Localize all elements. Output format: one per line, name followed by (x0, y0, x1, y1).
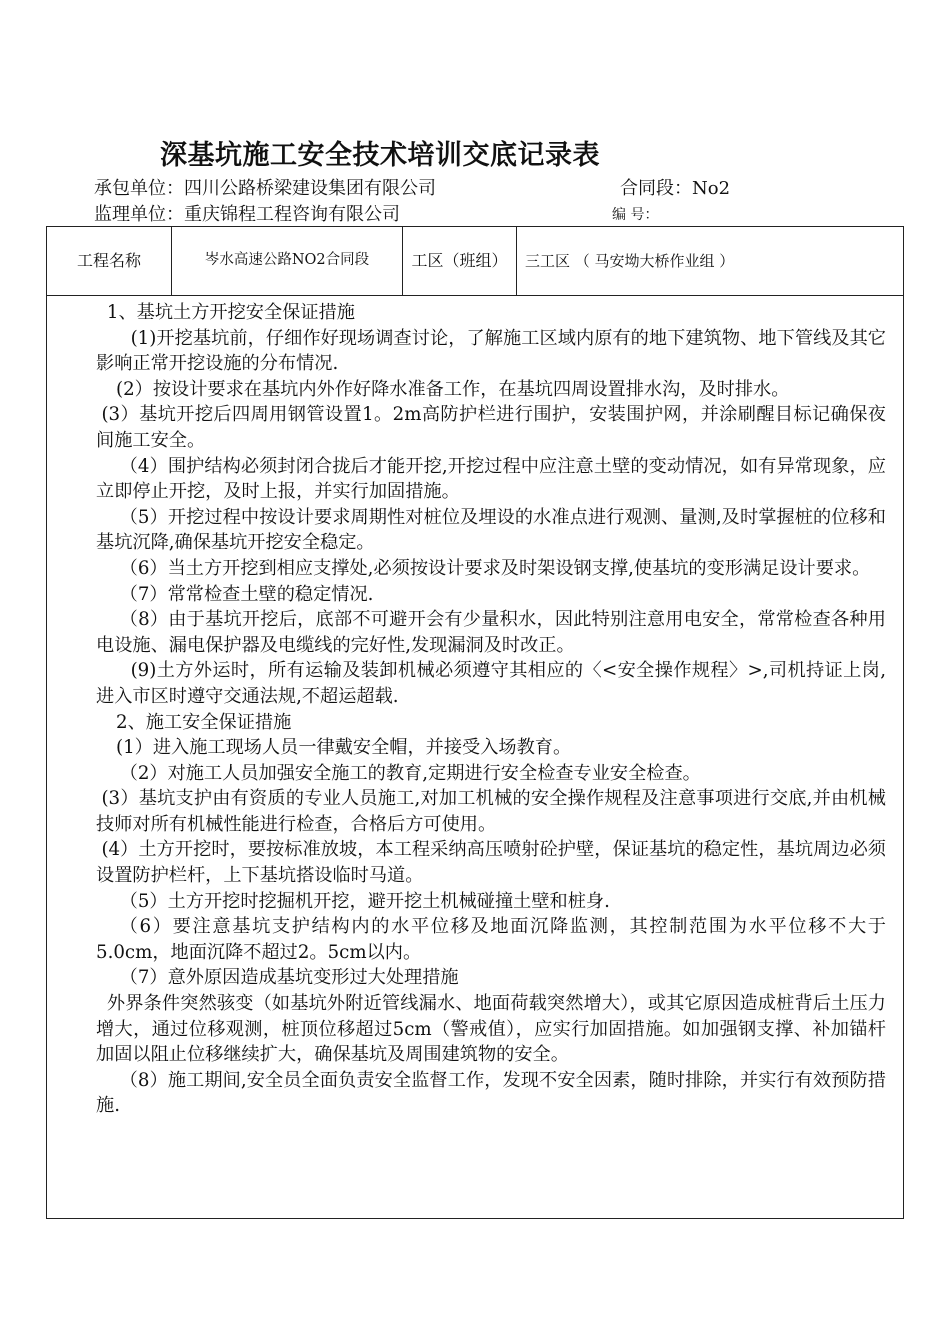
content-paragraph: （5）土方开挖时挖掘机开挖，避开挖土机械碰撞土壁和桩身. (119, 890, 610, 912)
content-paragraph: 外界条件突然骇变（如基坑外附近管线漏水、地面荷载突然增大），或其它原因造成桩背后土压力增大，通过位移观测，桩顶位移超过5cm（警戒值），应实行加固措施。如加强钢支撑、补加锚杆加固以阻止位移继续扩大，确保基坑及周围建筑物的安全。 (96, 993, 886, 1066)
content-paragraph: （4）围护结构必须封闭合拢后才能开挖,开挖过程中应注意土壁的变动情况，如有异常现象，应立即停止开挖，及时上报，并实行加固措施。 (96, 455, 886, 503)
content-paragraph: （6）要注意基坑支护结构内的水平位移及地面沉降监测，其控制范围为水平位移不大于5.0cm，地面沉降不超过2。5cm以内。 (96, 916, 886, 963)
content-paragraph: （8）由于基坑开挖后，底部不可避开会有少量积水，因此特别注意用电安全，常常检查各种用电设施、漏电保护器及电缆线的完好性,发现漏洞及时改正。 (96, 609, 886, 656)
supervisor-label: 监理单位：重庆锦程工程咨询有限公司 (94, 204, 400, 225)
contractor-label: 承包单位：四川公路桥梁建设集团有限公司 (94, 178, 436, 199)
content-paragraph: (9)土方外运时，所有运输及装卸机械必须遵守其相应的〈<安全操作规程〉>,司机持证上岗,进入市区时遵守交通法规,不超运超载. (96, 660, 886, 707)
content-paragraph: （7）常常检查土壁的稳定情况. (119, 583, 374, 605)
content-paragraph: (3）基坑支护由有资质的专业人员施工,对加工机械的安全操作规程及注意事项进行交底,并由机械技师对所有机械性能进行检查，合格后方可使用。 (96, 788, 886, 835)
content-paragraph: (2）按设计要求在基坑内外作好降水准备工作，在基坑四周设置排水沟，及时排水。 (116, 378, 790, 400)
content-body (96, 300, 886, 1119)
work-area-value: 三工区 （ 马安坳大桥作业组 ） (517, 227, 904, 296)
content-paragraph: 2、施工安全保证措施 (116, 711, 292, 733)
content-paragraph: （7）意外原因造成基坑变形过大处理措施 (119, 967, 459, 989)
page-title: 深基坑施工安全技术培训交底记录表 (160, 140, 600, 171)
content-paragraph: (1)开挖基坑前，仔细作好现场调查讨论，了解施工区域内原有的地下建筑物、地下管线及其它影响正常开挖设施的分布情况. (96, 327, 886, 375)
content-paragraph: （2）对施工人员加强安全施工的教育,定期进行安全检查专业安全检查。 (119, 762, 701, 784)
content-paragraph: (1）进入施工现场人员一律戴安全帽，并接受入场教育。 (116, 737, 572, 759)
project-name-label: 工程名称 (47, 227, 172, 296)
content-paragraph: （6）当土方开挖到相应支撑处,必须按设计要求及时架设钢支撑,使基坑的变形满足设计要求。 (119, 557, 871, 579)
content-paragraph: (3）基坑开挖后四周用钢管设置1。2m高防护栏进行围护，安装围护网，并涂刷醒目标记确保夜间施工安全。 (96, 404, 886, 451)
number-label: 编 号： (612, 207, 659, 223)
info-table (46, 226, 904, 296)
work-area-label: 工区（班组） (403, 227, 517, 296)
content-paragraph: （5）开挖过程中按设计要求周期性对桩位及埋设的水准点进行观测、量测,及时掌握桩的位移和基坑沉降,确保基坑开挖安全稳定。 (96, 506, 886, 554)
content-paragraph: （8）施工期间,安全员全面负责安全监督工作，发现不安全因素，随时排除，并实行有效预防措施. (96, 1069, 886, 1117)
project-name-value: 岑水高速公路NO2合同段 (172, 227, 403, 296)
content-paragraph: 1、基坑土方开挖安全保证措施 (106, 302, 355, 323)
content-paragraph: (4）土方开挖时，要按标准放坡，本工程采纳高压喷射砼护壁，保证基坑的稳定性，基坑周边必须设置防护栏杆，上下基坑搭设临时马道。 (96, 839, 886, 887)
contract-section: 合同段：No2 (620, 178, 731, 199)
